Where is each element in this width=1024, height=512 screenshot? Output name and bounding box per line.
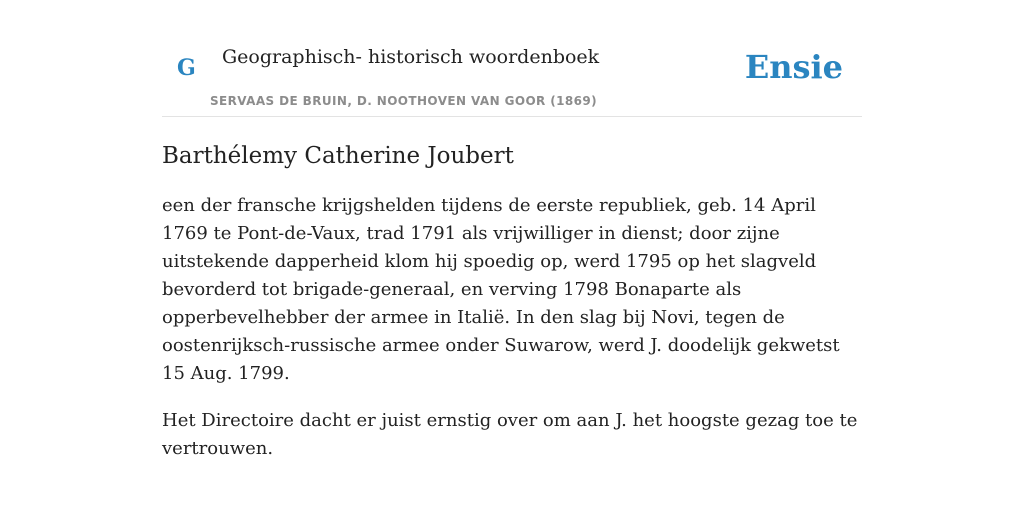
entry-title: Barthélemy Catherine Joubert bbox=[162, 143, 514, 169]
book-authors: SERVAAS DE BRUIN, D. NOOTHOVEN VAN GOOR (1869) bbox=[210, 94, 598, 108]
page-header bbox=[162, 0, 862, 117]
book-letter-icon[interactable]: G bbox=[177, 55, 196, 81]
book-title[interactable]: Geographisch- historisch woordenboek bbox=[222, 46, 600, 68]
entry-paragraph: Het Directoire dacht er juist ernstig over om aan J. het hoogste gezag toe te vertrouwen. bbox=[162, 409, 858, 459]
brand-logo-link[interactable]: Ensie bbox=[744, 48, 843, 86]
page-container bbox=[162, 0, 862, 463]
entry-body bbox=[162, 192, 862, 463]
entry-paragraph: een der fransche krijgshelden tijdens de eerste republiek, geb. 14 April 1769 te Pont-de-Vaux, trad 1791 als vrijwilliger in dienst; door zijne uitstekende dapperheid klom hij spoedig op, werd 1795 op het slagveld bevorderd tot brigade-generaal, en verving 1798 Bonaparte als opperbevelhebber der armee in Italië. In den slag bij Novi, tegen de oostenrijksch-russische armee onder Suwarow, werd J. doodelijk gekwetst 15 Aug. 1799. bbox=[162, 194, 840, 384]
